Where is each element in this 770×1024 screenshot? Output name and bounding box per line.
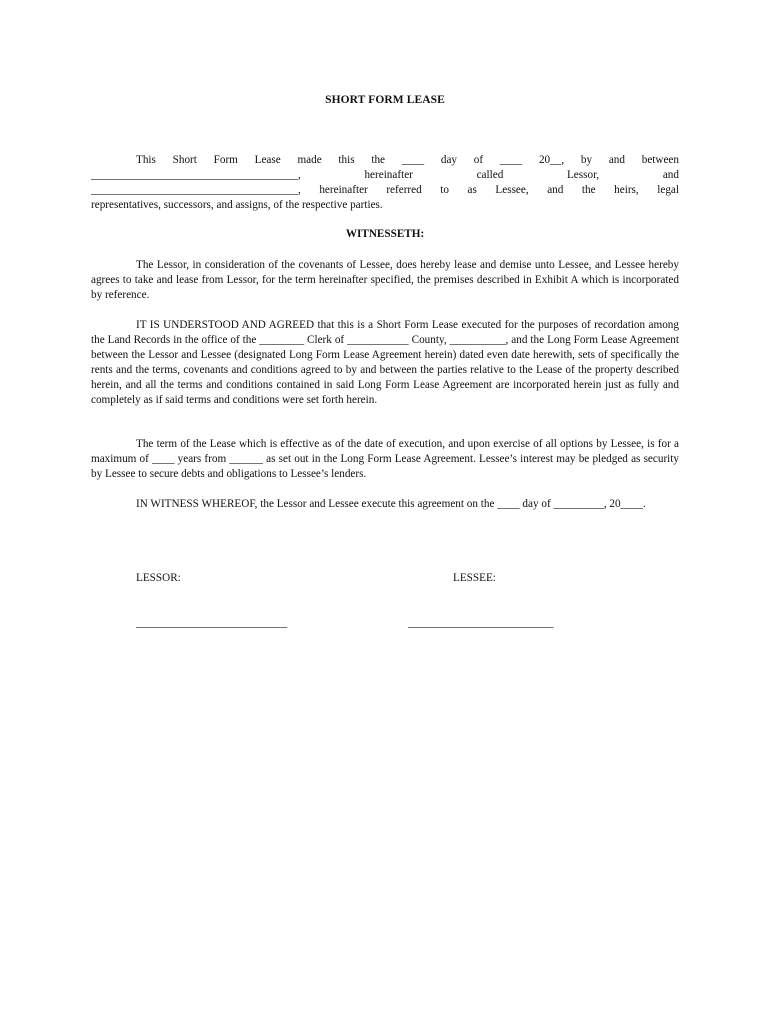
lessor-label: LESSOR:: [136, 572, 181, 584]
intro-line-2: _____________________________________, hereinafter called Lessor, and: [91, 169, 679, 181]
understood-agreed-paragraph: IT IS UNDERSTOOD AND AGREED that this is a Short Form Lease executed for the purposes of recordation among the Land Records in the office of the ________ Clerk of ___________ County, __________, and the Long Form Lease Agreement between the Lessor and Lessee (designated Long Form Lease Agreement herein) dated even date herewith, sets of specifically the rents and the terms, covenants and conditions agreed to by and between the parties relative to the Lease of the property described herein, and all the terms and conditions contained in said Long Form Lease Agreement are incorporated herein just as fully and completely as if said terms and conditions were set forth herein.: [91, 319, 679, 406]
lessee-signature-line: __________________________: [408, 617, 554, 629]
intro-paragraph: [91, 153, 679, 213]
document-title: SHORT FORM LEASE: [325, 94, 445, 106]
intro-line-4: representatives, successors, and assigns, of the respective parties.: [91, 199, 383, 211]
lessor-signature-line: ___________________________: [136, 617, 288, 629]
lessee-label: LESSEE:: [453, 572, 496, 584]
lease-term-paragraph: The term of the Lease which is effective as of the date of execution, and upon exercise of all options by Lessee, is for a maximum of ____ years from ______ as set out in the Long Form Lease Agreement. Lessee’s interest may be pledged as security by Lessee to secure debts and obligations to Lessee’s lenders.: [91, 438, 679, 480]
witnesseth-heading: WITNESSETH:: [345, 228, 425, 240]
intro-line-1: This Short Form Lease made this the ____ day of ____ 20__, by and between: [136, 154, 679, 166]
intro-line-3: _____________________________________, hereinafter referred to as Lessee, and the heirs, legal: [91, 184, 679, 196]
witness-whereof-paragraph: IN WITNESS WHEREOF, the Lessor and Lessee execute this agreement on the ____ day of _________, 20____.: [136, 498, 646, 510]
lease-grant-paragraph: The Lessor, in consideration of the covenants of Lessee, does hereby lease and demise unto Lessee, and Lessee hereby agrees to take and lease from Lessor, for the term hereinafter specified, the premises described in Exhibit A which is incorporated by reference.: [91, 259, 679, 301]
